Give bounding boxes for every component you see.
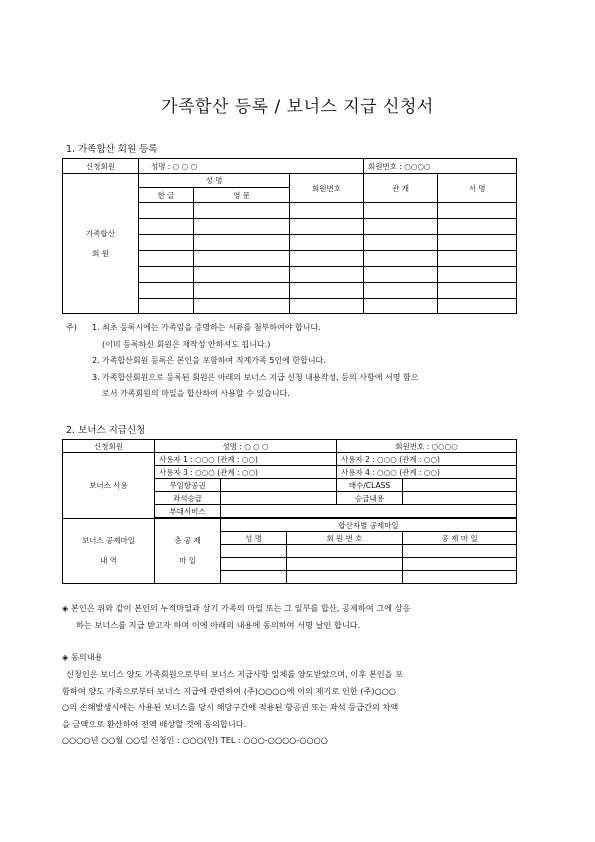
free-ticket-label: 무임항공권 <box>155 479 221 492</box>
col-signature-header: 서 명 <box>438 174 517 203</box>
col-deduct-header: 공 제 마 일 <box>403 532 517 545</box>
signature-line[interactable]: ○○○○년 ○○월 ○○일 신청인 : ○○○(인) TEL : ○○○-○○○○-○○○○ <box>62 735 328 745</box>
merged-deduct-header: 합산자별 공제마일 <box>221 519 517 532</box>
deduct-label-line2: 내 역 <box>100 556 117 565</box>
applicant-label: 신청회원 <box>63 159 139 174</box>
family-registration-table <box>62 158 517 314</box>
free-ticket-value[interactable] <box>221 479 337 492</box>
user2-field[interactable]: 사용자 2 : ○○○ (관계 : ○○) <box>337 453 517 466</box>
col-relation-header: 관 계 <box>364 174 438 203</box>
registration-notes <box>66 320 418 403</box>
class-value[interactable] <box>403 479 517 492</box>
form-title: 가족합산 등록 / 보너스 지급 신청서 <box>161 97 434 117</box>
agreement-body <box>62 666 403 749</box>
note-text: 가족합산회원으로 등록된 회원은 아래의 보너스 지급 신청 내용작성, 등의 사항에 서명 함으 <box>102 372 419 382</box>
statement-line: 하는 보너스를 지급 받고자 하며 이에 아래의 내용에 동의하여 서명 날인 합니다. <box>76 619 361 630</box>
note-text: 로서 가족회원의 마일을 합산하여 사용할 수 있습니다. <box>102 389 290 398</box>
col-member-no-header: 회원번호 <box>290 174 364 203</box>
user3-field[interactable]: 사용자 3 : ○○○ (관계 : ○○) <box>155 466 337 479</box>
agreement-line: 신청인은 보너스 양도 가족회원으로부터 보너스 지급사항 일체를 양도받았으며, 이후 본인을 포 <box>66 669 404 679</box>
notes-prefix: 주) <box>66 323 77 332</box>
applicant-name-field[interactable]: 성명 : ○ ○ ○ <box>155 440 337 453</box>
agreement-heading: ◈ 동의내용 <box>62 652 103 662</box>
col-english-header: 영 문 <box>194 188 290 203</box>
family-members-label <box>63 174 139 314</box>
section1-heading: 1. 가족합산 회원 등록 <box>66 144 158 155</box>
family-label-line1: 가족합산 <box>86 228 115 238</box>
agreement-line: ○의 손해발생시에는 사용된 보너스를 당시 해당구간에 적용된 항공권 또는 좌석 등급간의 차액 <box>62 702 399 712</box>
total-label-line1: 총 공 제 <box>174 536 201 545</box>
agreement-line: 함하여 양도 가족으로부터 보너스 지급에 관련하여 (주)○○○○에 이의 제기로 인한 (주)○○○ <box>62 685 396 696</box>
extra-service-value[interactable] <box>221 505 517 518</box>
col-korean-header: 한 글 <box>139 188 194 203</box>
applicant-member-no-field[interactable]: 회원번호 : ○○○○ <box>337 440 517 453</box>
extra-service-label: 부대서비스 <box>155 505 221 518</box>
bonus-use-label: 보너스 사용 <box>63 453 155 519</box>
total-deduct-label <box>155 519 221 584</box>
applicant-member-no-field[interactable]: 회원번호 : ○○○○ <box>364 159 517 174</box>
user4-field[interactable]: 사용자 4 : ○○○ (관계 : ○○) <box>337 466 517 479</box>
note-text: 가족합산회원 등록은 본인을 포함하여 직계가족 5인에 한합니다. <box>102 356 326 365</box>
upgrade-detail-label: 승급내용 <box>337 492 403 505</box>
seat-upgrade-label: 좌석승급 <box>155 492 221 505</box>
deduct-label-line1: 보너스 공제마일 <box>81 536 136 545</box>
note-number: 1. <box>92 323 100 332</box>
upgrade-detail-value[interactable] <box>403 492 517 505</box>
bonus-application-table <box>62 439 517 584</box>
col-name-header: 성 명 <box>139 174 290 188</box>
diamond-bullet-icon: ◈ <box>62 603 69 613</box>
statement-line: 본인은 위와 같이 본인의 누적마일과 상기 가족의 마일 또는 그 일부를 합산, 공제하여 그에 상응 <box>70 603 411 613</box>
applicant-name-field[interactable]: 성명 : ○ ○ ○ <box>139 159 364 174</box>
note-number: 2. <box>92 356 100 365</box>
total-label-line2: 마 일 <box>179 556 196 565</box>
applicant-label: 신청회원 <box>63 440 155 453</box>
user1-field[interactable]: 사용자 1 : ○○○ (관계 : ○○) <box>155 453 337 466</box>
consent-statement <box>62 600 411 633</box>
col-name-header: 성 명 <box>221 532 287 545</box>
class-label: 매수/CLASS <box>337 479 403 492</box>
note-number: 3. <box>92 372 100 382</box>
agreement-line: 을 금액으로 환산하여 전액 배상할 것에 동의합니다. <box>62 718 247 729</box>
note-text: (이미 등록하신 회원은 재작성 안하셔도 됩니다.) <box>102 339 271 349</box>
deduct-miles-label <box>63 519 155 584</box>
col-member-no-header: 회 원 번 호 <box>287 532 403 545</box>
note-text: 최초 등록시에는 가족임을 증명하는 서류를 첨부하여야 합니다. <box>102 323 321 332</box>
family-label-line2: 회 원 <box>92 248 109 258</box>
seat-upgrade-value[interactable] <box>221 492 337 505</box>
section2-heading: 2. 보너스 지급신청 <box>66 425 146 436</box>
